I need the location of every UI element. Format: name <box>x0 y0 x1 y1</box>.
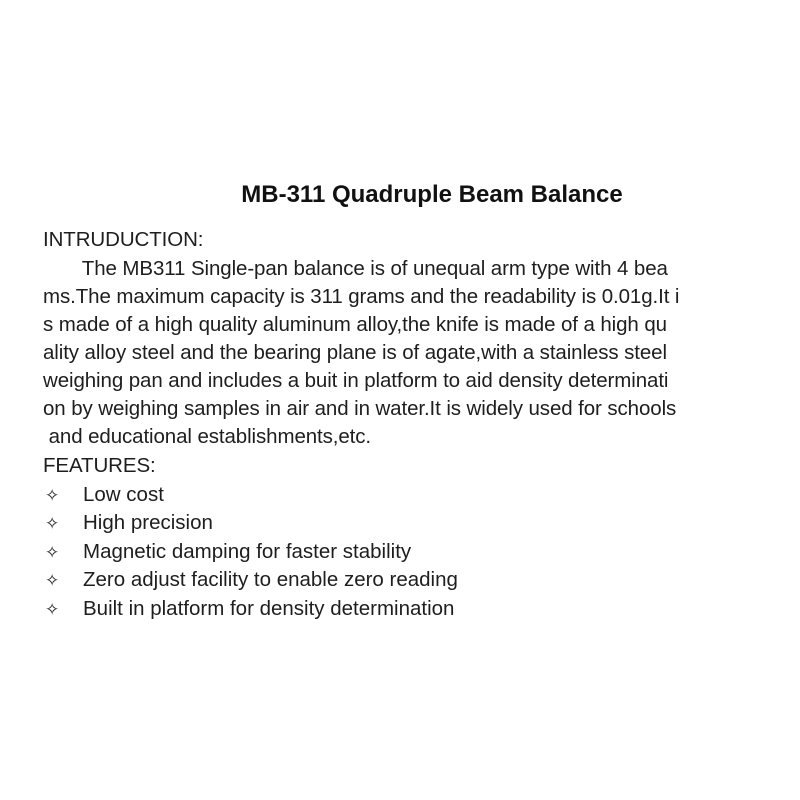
paragraph-line: s made of a high quality aluminum alloy,the knife is made of a high qu <box>43 313 667 336</box>
feature-item <box>45 595 454 624</box>
introduction-heading: INTRUDUCTION: <box>43 228 204 251</box>
star-bullet-icon: ✧ <box>45 514 60 533</box>
feature-label: Built in platform for density determination <box>83 597 455 620</box>
star-bullet-icon: ✧ <box>45 571 60 590</box>
feature-item <box>45 481 164 510</box>
star-bullet-icon: ✧ <box>45 543 60 562</box>
features-heading: FEATURES: <box>43 454 156 477</box>
feature-label: Low cost <box>83 483 164 506</box>
feature-label: High precision <box>83 511 213 534</box>
feature-item <box>45 538 411 567</box>
paragraph-line: on by weighing samples in air and in water.It is widely used for schools <box>43 397 677 420</box>
star-bullet-icon: ✧ <box>45 600 60 619</box>
paragraph-line: ality alloy steel and the bearing plane is of agate,with a stainless steel <box>43 341 667 364</box>
feature-label: Magnetic damping for faster stability <box>83 540 412 563</box>
feature-item <box>45 509 213 538</box>
paragraph-line: weighing pan and includes a buit in platform to aid density determinati <box>43 369 669 392</box>
paragraph-line: The MB311 Single-pan balance is of unequal arm type with 4 bea <box>43 257 668 280</box>
feature-label: Zero adjust facility to enable zero reading <box>83 568 458 591</box>
paragraph-line: and educational establishments,etc. <box>43 425 372 448</box>
paragraph-line: ms.The maximum capacity is 311 grams and the readability is 0.01g.It i <box>43 285 680 308</box>
star-bullet-icon: ✧ <box>45 486 60 505</box>
feature-item <box>45 566 458 595</box>
page-title: MB-311 Quadruple Beam Balance <box>241 181 623 208</box>
